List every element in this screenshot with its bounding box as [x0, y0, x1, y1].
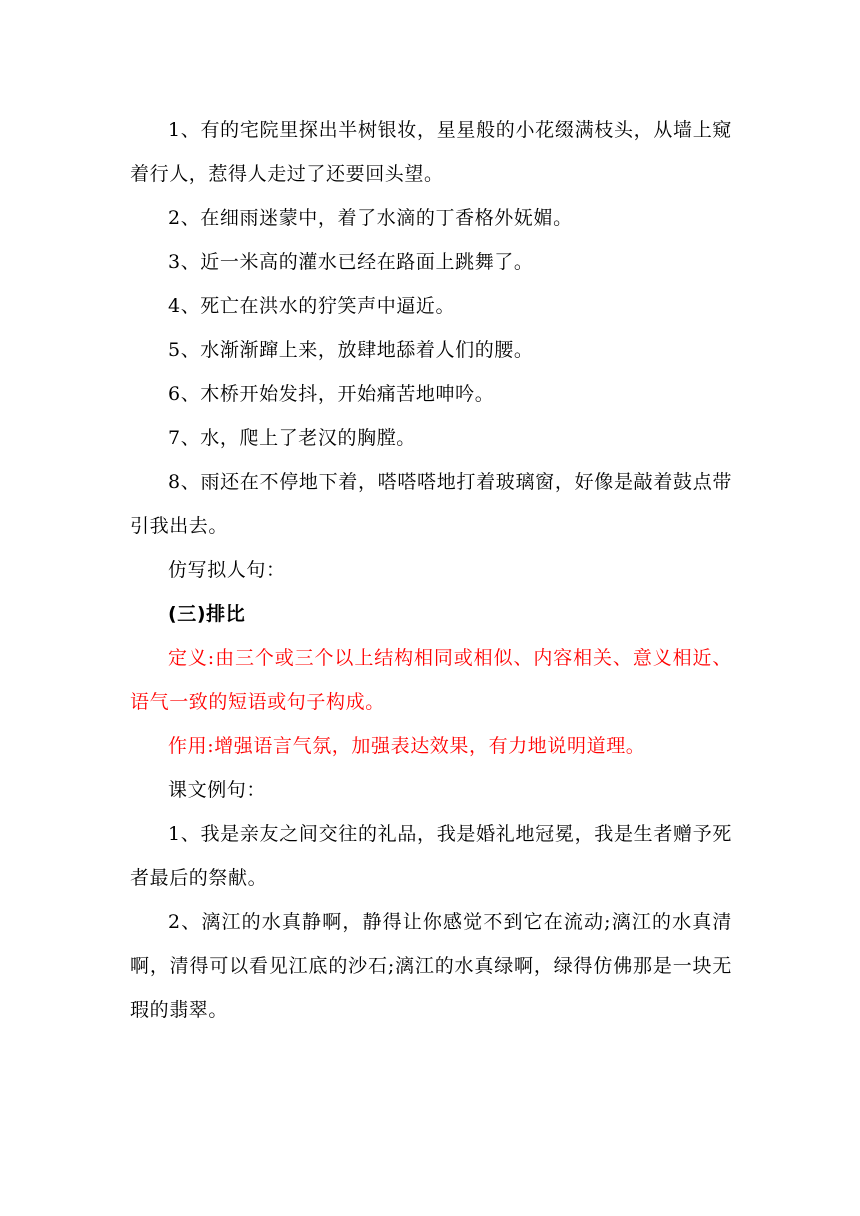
- example-sentence-3: 3、近一米高的灌水已经在路面上跳舞了。: [168, 251, 534, 273]
- function-text: 作用:增强语言气氛，加强表达效果，有力地说明道理。: [168, 735, 646, 757]
- example-sentence-1: 1、有的宅院里探出半树银妆，星星般的小花缀满枝头，从墙上窥着行人，惹得人走过了还要回头望。: [130, 119, 732, 185]
- exercise-prompt: 仿写拟人句：: [168, 559, 286, 581]
- example-sentence-5: 5、水渐渐蹿上来，放肆地舔着人们的腰。: [168, 339, 534, 361]
- example-sentence-7: 7、水，爬上了老汉的胸膛。: [168, 427, 416, 449]
- document-page: [130, 108, 732, 1032]
- example-sentence-6: 6、木桥开始发抖，开始痛苦地呻吟。: [168, 383, 495, 405]
- example-sentence-2: 2、在细雨迷蒙中，着了水滴的丁香格外妩媚。: [168, 207, 573, 229]
- example-sentence-8: 8、雨还在不停地下着，嗒嗒嗒地打着玻璃窗，好像是敲着鼓点带引我出去。: [130, 471, 732, 537]
- examples-label: 课文例句：: [168, 779, 267, 801]
- definition-text: 定义:由三个或三个以上结构相同或相似、内容相关、意义相近、语气一致的短语或句子构成。: [130, 647, 732, 713]
- section-heading: (三)排比: [168, 603, 246, 625]
- example-sentence-4: 4、死亡在洪水的狞笑声中逼近。: [168, 295, 456, 317]
- parallelism-example-2: 2、漓江的水真静啊，静得让你感觉不到它在流动;漓江的水真清啊，清得可以看见江底的沙石;漓江的水真绿啊，绿得仿佛那是一块无瑕的翡翠。: [130, 911, 732, 1021]
- parallelism-example-1: 1、我是亲友之间交往的礼品，我是婚礼地冠冕，我是生者赠予死者最后的祭献。: [130, 823, 732, 889]
